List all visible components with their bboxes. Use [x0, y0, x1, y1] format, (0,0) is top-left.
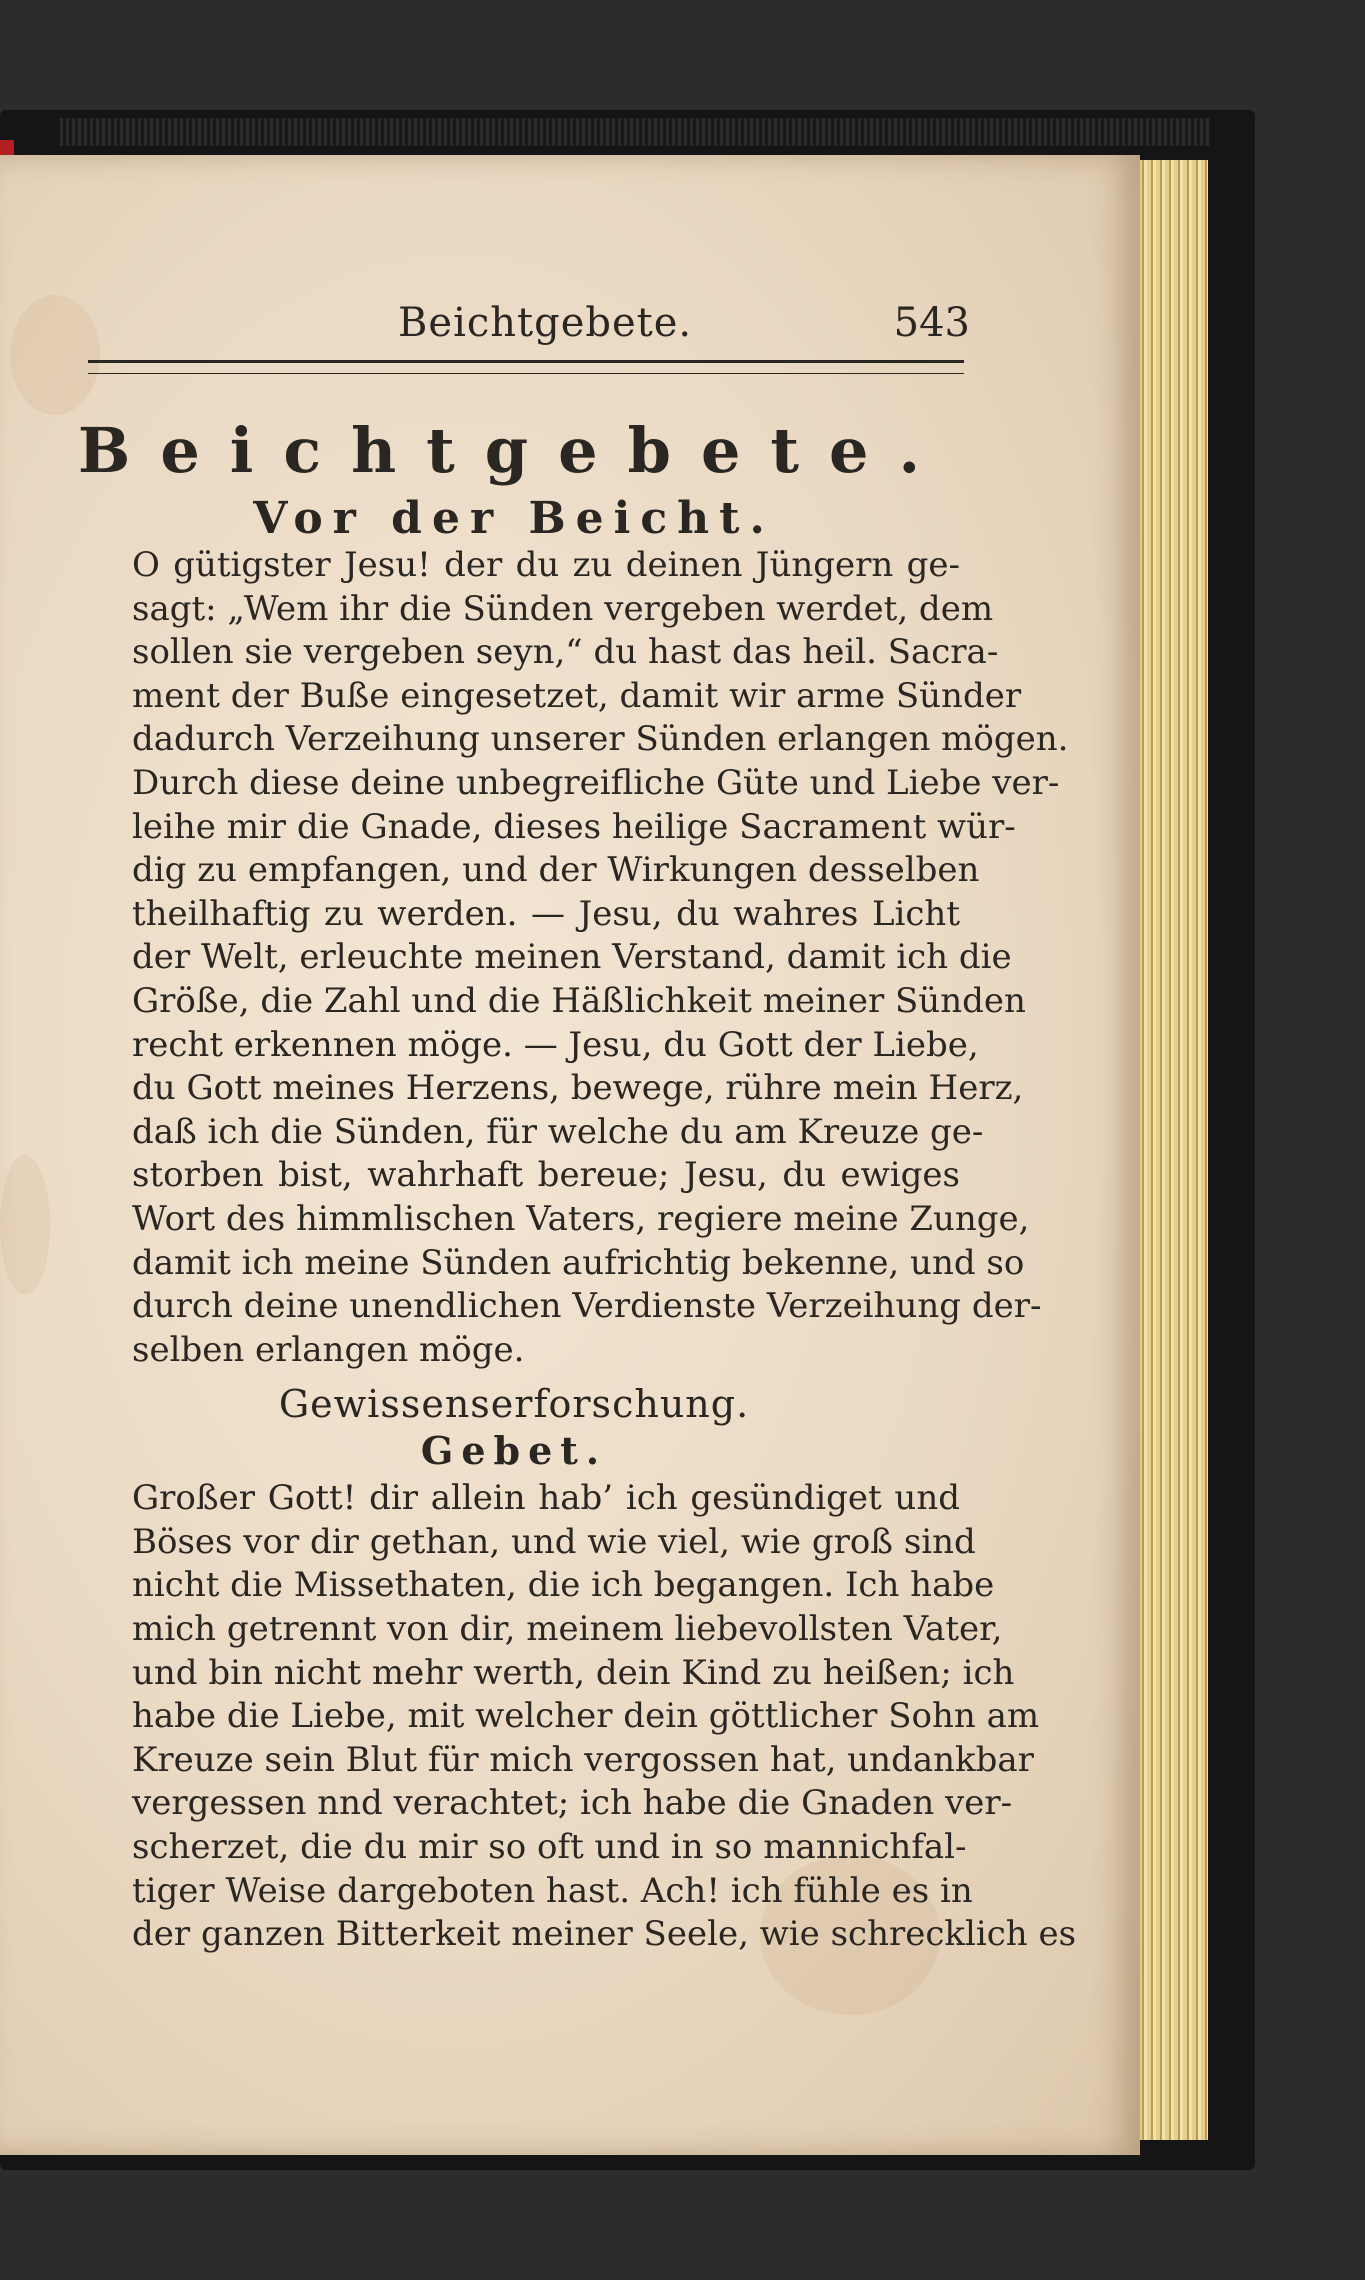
- text-line: Wort des himmlischen Vaters, regiere meine Zunge,: [132, 1198, 1030, 1239]
- text-line: tiger Weise dargeboten hast. Ach! ich fühle es in: [132, 1870, 973, 1911]
- text-line: vergessen nnd verachtet; ich habe die Gnaden ver-: [132, 1783, 1013, 1824]
- paragraph-2: [68, 1477, 1077, 1957]
- text-line: Größe, die Zahl und die Häßlichkeit meiner Sünden: [132, 980, 1026, 1021]
- text-line: damit ich meine Sünden aufrichtig bekenne, und so: [132, 1242, 1025, 1283]
- sub-heading: Gewissenserforschung.: [278, 1382, 750, 1427]
- text-line: theilhaftig zu werden. — Jesu, du wahres Licht: [132, 893, 960, 934]
- running-head-title: Beichtgebete.: [398, 300, 693, 346]
- chapter-title: Beichtgebete.: [77, 414, 951, 487]
- text-line: Durch diese deine unbegreifliche Güte und Liebe ver-: [132, 762, 1060, 803]
- text-line: ment der Buße eingesetzet, damit wir arme Sünder: [132, 675, 1022, 716]
- text-line: der Welt, erleuchte meinen Verstand, damit ich die: [132, 937, 1012, 978]
- page-content: [68, 290, 1077, 1957]
- text-line: selben erlangen möge.: [132, 1329, 525, 1370]
- text-line: Großer Gott! dir allein hab’ ich gesündiget und: [132, 1478, 960, 1519]
- text-line: storben bist, wahrhaft bereue; Jesu, du ewiges: [132, 1155, 960, 1196]
- text-line: recht erkennen möge. — Jesu, du Gott der Liebe,: [132, 1024, 979, 1065]
- page-number: 543: [893, 300, 970, 346]
- text-line: sollen sie vergeben seyn,“ du hast das heil. Sacra-: [132, 632, 999, 673]
- text-line: leihe mir die Gnade, dieses heilige Sacrament wür-: [132, 806, 1016, 847]
- page-stain: [0, 1155, 50, 1295]
- text-line: dig zu empfangen, und der Wirkungen desselben: [132, 850, 980, 891]
- running-head: [68, 290, 970, 360]
- text-line: O gütigster Jesu! der du zu deinen Jüngern ge-: [132, 545, 960, 585]
- text-line: Kreuze sein Blut für mich vergossen hat, undankbar: [132, 1739, 1034, 1780]
- text-line: daß ich die Sünden, für welche du am Kreuze ge-: [132, 1111, 984, 1152]
- text-line: sagt: „Wem ihr die Sünden vergeben werdet, dem: [132, 588, 994, 629]
- prayer-heading: Gebet.: [420, 1428, 608, 1474]
- text-line: durch deine unendlichen Verdienste Verzeihung der-: [132, 1286, 1042, 1327]
- text-line: mich getrennt von dir, meinem liebevollsten Vater,: [132, 1609, 1003, 1650]
- text-line: nicht die Missethaten, die ich begangen. Ich habe: [132, 1565, 995, 1606]
- section-title: Vor der Beicht.: [253, 493, 775, 544]
- text-line: du Gott meines Herzens, bewege, rühre mein Herz,: [132, 1068, 1024, 1109]
- text-line: habe die Liebe, mit welcher dein göttlicher Sohn am: [132, 1696, 1040, 1737]
- header-rule: [88, 360, 964, 374]
- text-line: scherzet, die du mir so oft und in so mannichfal-: [132, 1827, 967, 1868]
- text-line: dadurch Verzeihung unserer Sünden erlangen mögen.: [132, 719, 1069, 760]
- text-line: und bin nicht mehr werth, dein Kind zu heißen; ich: [132, 1652, 1015, 1693]
- text-line: der ganzen Bitterkeit meiner Seele, wie schrecklich es: [132, 1914, 1077, 1955]
- text-line: Böses vor dir gethan, und wie viel, wie groß sind: [132, 1521, 976, 1562]
- paragraph-1: [68, 544, 1069, 1372]
- cover-edge: [60, 118, 1210, 146]
